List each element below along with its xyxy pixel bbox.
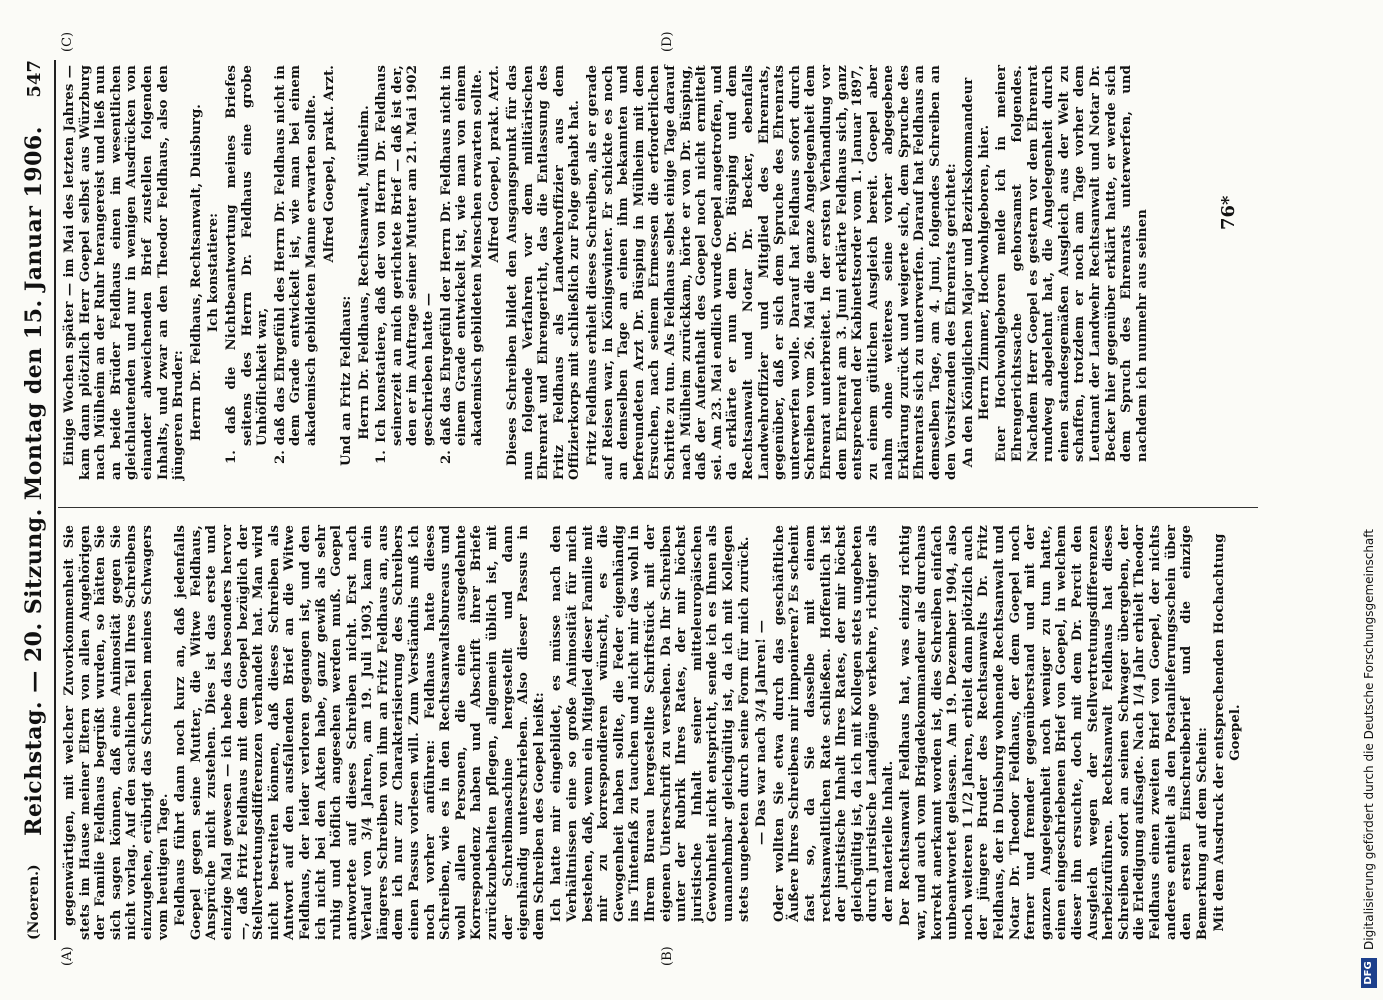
digitization-credit: Digitalisierung gefördert durch die Deutsche Forschungsgemeinschaft <box>1362 528 1376 950</box>
list-item: 1. Ich konstatiere, daß der von Herrn Dr. Feldhaus seinerzeit an mich gerichtete Brief — daß ist der, den er im Auftrage seiner Mutter am 21. Mai 1902 geschrieben hatte — <box>374 65 437 464</box>
list-item: 2. daß das Ehrgefühl des Herrn Dr. Feldhaus nicht in dem Grade entwickelt ist, wie man bei einem akademisch gebildeten Manne erwarten sollte. <box>272 65 319 464</box>
paragraph: gegenwärtigen, mit welcher Zuvorkommenheit Sie stets im Hause meiner Eltern von allen Angehörigen der Familie Feldhaus begrüßt wurden, so hätten Sie sich sagen können, daß eine Animosität gegen Sie nicht vorlag. Auf den sachlichen Teil Ihres Schreibens einzugehen, erübrigt das Schreiben meines Schwagers vom heutigen Tage. <box>62 525 171 940</box>
paragraph: Fritz Feldhaus erhielt dieses Schreiben, als er gerade auf Reisen war, in Königswinter. Er schickte es noch an demselben Tage an einen ihm bekannten und befreundeten Arzt Dr. Büsping in Mülheim mit dem Ersuchen, nach seinem Ermessen die erforderlichen Schritte zu tun. Als Feldhaus selbst einige Tage darauf nach Mülheim zurückkam, hörte er von Dr. Büsping, daß der Aufenthalt des Goepel noch nicht ermittelt sei. Am 23. Mai endlich wurde Goepel angetroffen, und da erklärte er nun dem Dr. Büsping und dem Rechtsanwalt und Notar Dr. Becker, ebenfalls Landwehroffizier und Mitglied des Ehrenrats, gegenüber, daß er sich dem Spruche des Ehrenrats unterwerfen wolle. Darauf hat Feldhaus sofort durch Schreiben vom 26. Mai die ganze Angelegenheit dem Ehrenrat unterbreitet. In der ersten Verhandlung vor dem Ehrenrat am 3. Juni erklärte Feldhaus sich, ganz entsprechend der Kabinettsorder vom 1. Januar 1897, zu einem gütlichen Ausgleich bereit. Goepel aber nahm ohne weiteres seine vorher abgegebene Erklärung zurück und weigerte sich, dem Spruche des Ehrenrats sich zu unterwerfen. Darauf hat Feldhaus an demselben Tage, am 4. Juni, folgendes Schreiben an den Vorsitzenden des Ehrenrats gerichtet: <box>585 65 959 480</box>
quoted-paragraph: Ich hatte mir eingebildet, es müsse nach den Verhältnissen eine so große Animosität für mich bestehen, daß, wenn ein Mitglied dieser Familie mit mir zu korrespondieren wünscht, es die Gewogenheit haben sollte, die Feder eigenhändig ins Tintenfaß zu tauchen und nicht mir das wohl in Ihrem Bureau hergestellte Schriftstück mit der eigenen Unterschrift zu versehen. Da Ihr Schreiben unter der Rubrik Ihres Rates, der mir höchst juristische Inhalt seiner mitteleuropäischen Gewohnheit nicht entspricht, sende ich es Ihnen als unannehmbar gleichgültig ist, da ich mit Kollegen stets ungebeten durch seine Form für mich zurück. <box>549 525 752 922</box>
digitization-footer <box>1358 0 1380 1000</box>
letter-address: Herrn Dr. Feldhaus, Rechtsanwalt, Duisburg. <box>188 104 204 441</box>
paragraph: Und an Fritz Feldhaus: <box>339 295 355 466</box>
column-divider <box>58 507 1258 508</box>
letter-address: An den Königlichen Major und Bezirkskommandeur Herrn Zimmer, Hochwohlgeboren, hier. <box>961 77 992 468</box>
margin-marker-b: (B) <box>660 946 675 966</box>
margin-marker-d: (D) <box>660 31 675 52</box>
letter-line: Ich konstatiere: <box>206 212 222 333</box>
page-number: 547 <box>23 60 45 98</box>
speaker-tag: (Noeren.) <box>26 864 42 940</box>
letter-signature: Alfred Goepel, prakt. Arzt. <box>321 65 337 263</box>
right-column <box>62 65 1152 480</box>
paragraph: Feldhaus führt dann noch kurz an, daß jedenfalls Goepel gegen seine Mutter, die Witwe Feldhaus, Ansprüche nicht zustehen. Dies ist das erste und einzige Mal gewesen — ich hebe das besonders hervor —, daß Fritz Feldhaus mit dem Goepel bezüglich der Stellvertretungsdifferenzen verhandelt hat. Man wird nicht bestreiten können, daß dieses Schreiben als Antwort auf den ausfallenden Brief an die Witwe Feldhaus, der leider verloren gegangen ist, und den ich nicht bei den Akten habe, ganz gewiß als sehr ruhig und höflich angesehen werden muß. Goepel antwortete auf dieses Schreiben nicht. Erst nach Verlauf von 3/4 Jahren, am 19. Juli 1903, kam ein längeres Schreiben von ihm an Fritz Feldhaus an, aus dem ich nur zur Charakterisierung des Schreibers einen Passus vorlesen will. Zum Verständnis muß ich noch vorher anführen: Feldhaus hatte dieses Schreiben, wie es in den Rechtsanwaltsbureaus und wohl allen Personen, die eine ausgedehnte Korrespondenz haben und Abschrift ihrer Briefe zurückzubehalten pflegen, allgemein üblich ist, mit der Schreibmaschine hergestellt und dann eigenhändig unterschrieben. Also dieser Passus in dem Schreiben des Goepel heißt: <box>173 525 547 940</box>
quoted-paragraph: Euer Hochwohlgeboren melde ich in meiner Ehrengerichtssache gehorsamst folgendes. Nachdem Herr Goepel es gestern vor dem Ehrenrat rundweg abgelehnt hat, die Angelegenheit durch einen standesgemäßen Ausgleich aus der Welt zu schaffen, trotzdem er noch am Tage vorher dem Leutnant der Landwehr Rechtsanwalt und Notar Dr. Becker hier gegenüber erklärt hatte, er werde sich dem Spruch des Ehrenrats unterwerfen, und nachdem ich nunmehr aus seinen <box>994 65 1150 462</box>
running-title: Reichstag. — 20. Sitzung. Montag den 15. Januar 1906. <box>21 126 47 836</box>
dfg-logo-icon: DFG <box>1361 958 1377 988</box>
list-item: 2. daß das Ehrgefühl der Herrn Dr. Feldhaus nicht in einem Grade entwickelt ist, wie man von einem akademisch gebildeten Menschen erwarten sollte. <box>438 65 485 464</box>
margin-marker-a: (A) <box>60 946 75 966</box>
quoted-closing: Mit dem Ausdruck der entsprechenden Hochachtung Goepel. <box>1212 533 1243 932</box>
paragraph: Der Rechtsanwalt Feldhaus hat, was einzig richtig war, und auch vom Brigadekommandeur als durchaus korrekt anerkannt worden ist, dies Schreiben einfach unbeantwortet gelassen. Am 19. Dezember 1904, also noch weiteren 1 1/2 Jahren, erhielt dann plötzlich auch der jüngere Bruder des Rechtsanwalts Dr. Fritz Feldhaus, der in Duisburg wohnende Rechtsanwalt und Notar Dr. Theodor Feldhaus, der dem Goepel noch ferner und fremder gegenüberstand und mit der ganzen Angelegenheit noch weniger zu tun hatte, einen eingeschriebenen Brief von Goepel, in welchem dieser ihn ersuchte, doch mit dem Dr. Percit den Ausgleich wegen der Stellvertretungsdifferenzen herbeizuführen. Rechtsanwalt Feldhaus hat dieses Schreiben sofort an seinen Schwager übergeben, der die Erledigung aufsagte. Nach 1/4 Jahr erhielt Theodor Feldhaus einen zweiten Brief von Goepel, der nichts anderes enthielt als den Postanlieferungsschein über den ersten Einschreibebrief und die einzige Bemerkung auf dem Schein: <box>898 525 1210 940</box>
paragraph: Einige Wochen später — im Mai des letzten Jahres — kam dann plötzlich Herr Goepel selbst aus Würzburg nach Mülheim an der Ruhr herangereist und ließ nun an beide Brüder Feldhaus einen im wesentlichen gleichlautenden und nur in wenigen Ausdrücken von einander abweichenden Brief zustellen folgenden Inhalts, und zwar an den Theodor Feldhaus, also den jüngeren Bruder: <box>62 65 187 480</box>
folio-signature: 76* <box>1218 195 1239 230</box>
letter-signature: Alfred Goepel, prakt. Arzt. <box>487 65 503 263</box>
letter-address: Herrn Dr. Feldhaus, Rechtsanwalt, Mülheim. <box>356 105 372 440</box>
margin-marker-c: (C) <box>60 31 75 52</box>
paragraph: Dieses Schreiben bildet den Ausgangspunkt für das nun folgende Verfahren vor dem militärischen Ehrenrat und Ehrengericht, das die Entlassung des Fritz Feldhaus als Landwehroffizier aus dem Offizierkorps mit schließlich zur Folge gehabt hat. <box>505 65 583 480</box>
running-header <box>14 60 56 940</box>
left-column <box>62 525 1246 940</box>
list-item: 1. daß die Nichtbeantwortung meines Briefes seitens des Herrn Dr. Feldhaus eine grobe Unhöflichkeit war, <box>223 65 271 464</box>
quoted-paragraph: Oder wollten Sie etwa durch das geschäftliche Äußere Ihres Schreibens mir imponieren? Es scheint fast so, da Sie dasselbe mit einem rechtsanwaltlichen Rate schließen. Hoffentlich ist der juristische Inhalt Ihres Rates, der mir höchst gleichgültig ist, da ich mit Kollegen stets ungebeten durch juristische Landgänge verkehre, richtiger als der materielle Inhalt. <box>771 525 896 922</box>
aside-remark: — Das war nach 3/4 Jahren! — <box>754 620 770 845</box>
